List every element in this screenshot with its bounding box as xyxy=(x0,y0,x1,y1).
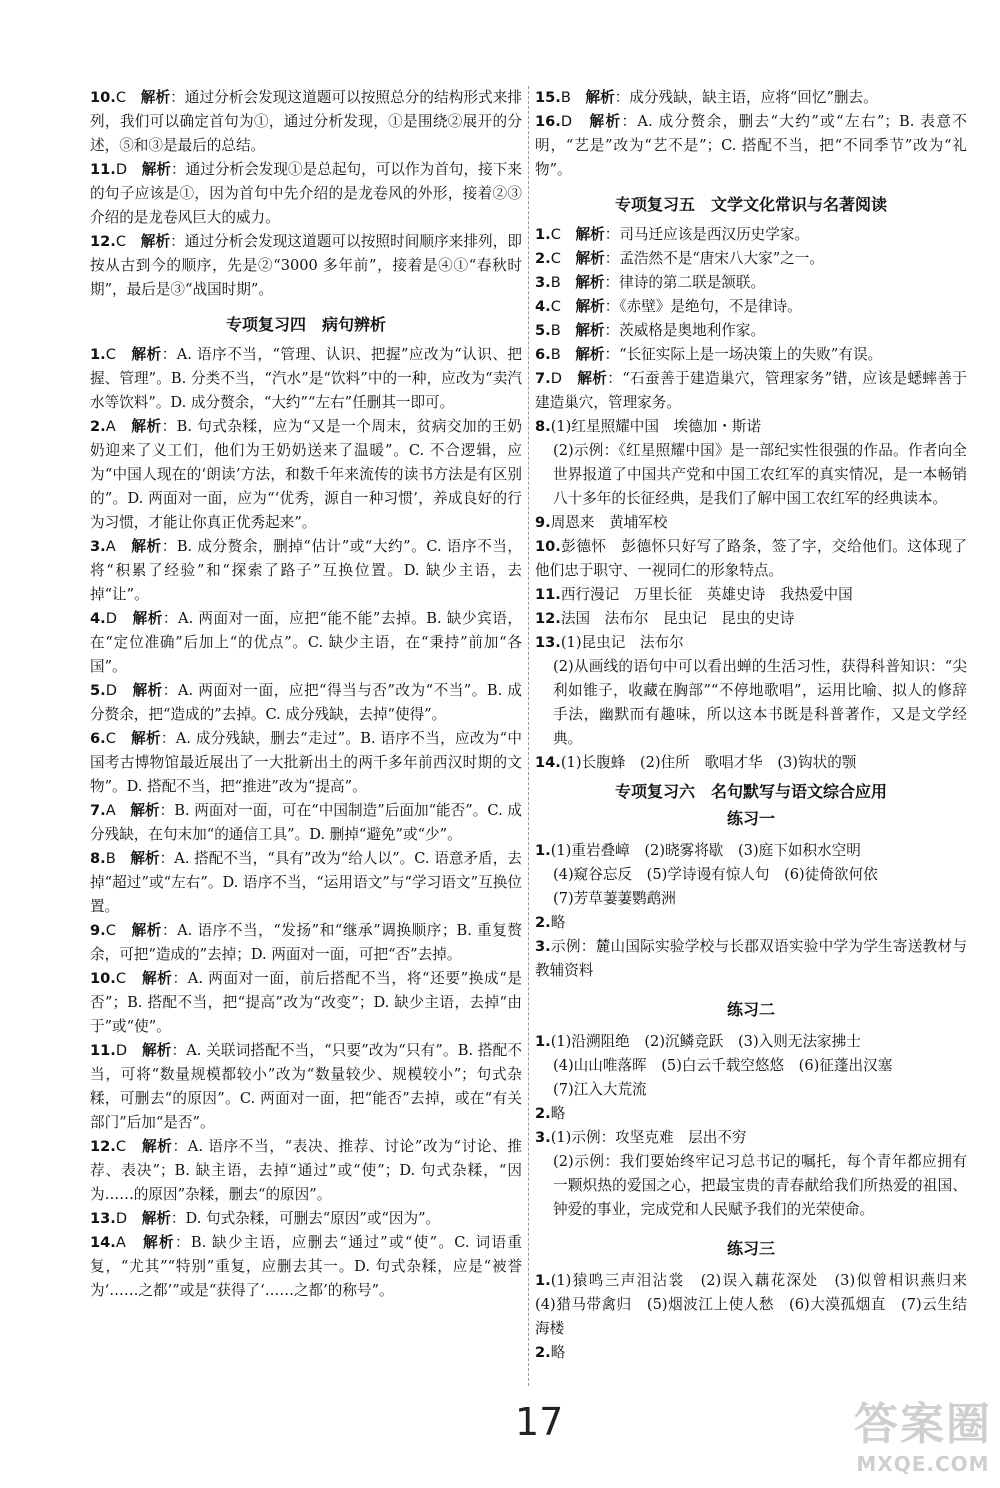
answer-subitem: (2)从画线的语句中可以看出蝉的生活习性，获得科普知识：“尖利如锥子，收藏在胸部”“不停地歌唱”，运用比喻、拟人的修辞手法，幽默而有趣味，所以这本书既是科普著作，又是文学经典。 xyxy=(553,658,967,747)
answer-item: 9.C 解析：A. 语序不当，“发扬”和“继承”调换顺序；B. 重复赘余，可把“造成的”去掉；D. 两面对一面，可把“否”去掉。 xyxy=(90,922,522,963)
answer-item: 16.D 解析：A. 成分赘余，删去“大约”或“左右”；B. 表意不明，“艺是”改为“艺不是”；C. 搭配不当，把“不同季节”改为“礼物”。 xyxy=(535,113,967,178)
answer-item: 2.略 xyxy=(535,1105,566,1122)
answer-item: 1.(1)重岩叠嶂 (2)晓雾将歇 (3)庭下如积水空明 xyxy=(535,842,861,859)
column-divider xyxy=(528,86,529,1386)
answer-item: 14.(1)长腹蜂 (2)住所 歌唱才华 (3)钩状的颚 xyxy=(535,754,857,771)
section-heading: 专项复习六 名句默写与语文综合应用 xyxy=(614,782,887,801)
answer-item: 11.D 解析：A. 关联词搭配不当，“只要”改为“只有”。B. 搭配不当，可将“数量规模都较小”改为“数量较少、规模较小”；句式杂糅，可删去“的原因”。C. 两面对一面，把“能否”去掉，或在“有关部门”后加“是否”。 xyxy=(90,1042,522,1131)
answer-item: 2.A 解析：B. 句式杂糅，应为“又是一个周末，贫病交加的王奶奶迎来了义工们，他们为王奶奶送来了温暖”。C. 不合逻辑，应为“中国人现在的‘朗读’方法，和数千年来流传的读书方法是有区别的”。D. 两面对一面，应为“‘优秀，源自一种习惯’，养成良好的行为习惯，才能让你真正优秀起来”。 xyxy=(90,418,522,531)
answer-item: 2.C 解析：孟浩然不是“唐宋八大家”之一。 xyxy=(535,250,824,267)
answer-item: 2.略 xyxy=(535,1344,566,1361)
answer-item: 1.C 解析：司马迁应该是西汉历史学家。 xyxy=(535,226,810,243)
answer-subitem: (4)山山唯落晖 (5)白云千载空悠悠 (6)征蓬出汉塞 xyxy=(553,1057,893,1074)
answer-item: 8.B 解析：A. 搭配不当，“具有”改为“给人以”。C. 语意矛盾，去掉“超过”或“左右”。D. 语序不当，“运用语文”与“学习语文”互换位置。 xyxy=(90,850,522,915)
exercise-title: 练习一 xyxy=(726,809,775,828)
answer-item: 4.D 解析：A. 两面对一面，应把“能不能”去掉。B. 缺少宾语，在“定位准确”后加上“的优点”。C. 缺少主语，在“秉持”前加“各国”。 xyxy=(90,610,522,675)
answer-subitem: (2)示例：我们要始终牢记习总书记的嘱托，每个青年都应拥有一颗炽热的爱国之心，把最宝贵的青春献给我们所热爱的祖国、钟爱的事业，完成党和人民赋予我们的光荣使命。 xyxy=(553,1153,967,1218)
answer-subitem: (7)芳草萋萋鹦鹉洲 xyxy=(553,890,676,907)
answer-subitem: (2)示例：《红星照耀中国》是一部纪实性很强的作品。作者向全世界报道了中国共产党和中国工农红军的真实情况，是一本畅销八十多年的长征经典，是我们了解中国工农红军的经典读本。 xyxy=(553,442,967,507)
answer-item: 5.B 解析：茨威格是奥地利作家。 xyxy=(535,322,766,339)
answer-item: 10.彭德怀 彭德怀只好写了路条，签了字，交给他们。这体现了他们忠于职守、一视同仁的形象特点。 xyxy=(535,538,967,579)
right-column xyxy=(535,86,982,1365)
answer-item: 11.西行漫记 万里长征 英雄史诗 我热爱中国 xyxy=(535,586,853,603)
answer-item: 9.周恩来 黄埔军校 xyxy=(535,514,668,531)
answer-item: 12.法国 法布尔 昆虫记 昆虫的史诗 xyxy=(535,610,795,627)
answer-item: 3.B 解析：律诗的第二联是颔联。 xyxy=(535,274,766,291)
answer-item: 6.C 解析：A. 成分残缺，删去“走过”。B. 语序不当，应改为“中国考古博物馆最近展出了一大批新出土的两千多年前西汉时期的文物”。D. 搭配不当，把“推进”改为“提高”。 xyxy=(90,730,522,795)
answer-item: 12.C 解析：A. 语序不当，“表决、推荐、讨论”改为“讨论、推荐、表决”；B. 缺主语，去掉“通过”或“使”；D. 句式杂糅，“因为……的原因”杂糅，删去“的原因”。 xyxy=(90,1138,522,1203)
answer-item: 13.(1)昆虫记 法布尔 xyxy=(535,634,684,651)
answer-item: 7.D 解析：“石蚕善于建造巢穴，管理家务”错，应该是蟋蟀善于建造巢穴，管理家务。 xyxy=(535,370,967,411)
answer-item: 10.C 解析：A. 两面对一面，前后搭配不当，将“还要”换成“是否”；B. 搭配不当，把“提高”改为“改变”；D. 缺少主语，去掉“由于”或“使”。 xyxy=(90,970,522,1035)
watermark-logo xyxy=(854,1388,992,1476)
answer-subitem: (4)窥谷忘反 (5)学诗谩有惊人句 (6)徒倚欲何依 xyxy=(553,866,878,883)
section-heading: 专项复习四 病句辨析 xyxy=(225,315,386,334)
answer-item: 14.A 解析：B. 缺少主语，应删去“通过”或“使”。C. 词语重复，“尤其”“特别”重复，应删去其一。D. 句式杂糅，应是“被誉为‘……之都’”或是“获得了‘……之都’的称号”。 xyxy=(90,1234,522,1299)
answer-item: 1.C 解析：A. 语序不当，“管理、认识、把握”应改为“认识、把握、管理”。B. 分类不当，“汽水”是“饮料”中的一种，应改为“卖汽水等饮料”。D. 成分赘余，“大约”“左右”任删其一即可。 xyxy=(90,346,522,411)
page-number: 17 xyxy=(515,1400,564,1444)
answer-item: 5.D 解析：A. 两面对一面，应把“得当与否”改为“不当”。B. 成分赘余，把“造成的”去掉。C. 成分残缺，去掉“使得”。 xyxy=(90,682,522,723)
answer-item: 13.D 解析：D. 句式杂糅，可删去“原因”或“因为”。 xyxy=(90,1210,441,1227)
answer-item: 3.(1)示例：攻坚克难 层出不穷 xyxy=(535,1129,747,1146)
watermark-url: MXQE.COM xyxy=(856,1452,990,1476)
answer-item: 3.A 解析：B. 成分赘余，删掉“估计”或“大约”。C. 语序不当，将“积累了经验”和“探索了路子”互换位置。D. 缺少主语，去掉“让”。 xyxy=(90,538,522,603)
answer-item: 6.B 解析：“长征实际上是一场决策上的失败”有误。 xyxy=(535,346,883,363)
section-heading: 专项复习五 文学文化常识与名著阅读 xyxy=(614,195,887,214)
answer-item: 3.示例：麓山国际实验学校与长郡双语实验中学为学生寄送教材与教辅资料 xyxy=(535,938,967,979)
answer-subitem: (7)江入大荒流 xyxy=(553,1081,647,1098)
answer-item: 2.略 xyxy=(535,914,566,931)
answer-item: 15.B 解析：成分残缺，缺主语，应将“回忆”删去。 xyxy=(535,89,878,106)
left-column xyxy=(90,86,522,1303)
answer-item: 8.(1)红星照耀中国 埃德加・斯诺 xyxy=(535,418,762,435)
answer-item: 1.(1)猿鸣三声泪沾裳 (2)误入藕花深处 (3)似曾相识燕归来 (4)猎马带禽归 (5)烟波江上使人愁 (6)大漠孤烟直 (7)云生结海楼 xyxy=(535,1272,982,1337)
answer-item: 11.D 解析：通过分析会发现①是总起句，可以作为首句，接下来的句子应该是①，因为首句中先介绍的是龙卷风的外形，接着②③介绍的是龙卷风巨大的威力。 xyxy=(90,161,522,226)
exercise-title: 练习三 xyxy=(726,1239,775,1258)
exercise-title: 练习二 xyxy=(726,1000,775,1019)
answer-item: 4.C 解析：《赤壁》是绝句，不是律诗。 xyxy=(535,298,802,315)
answer-item: 7.A 解析：B. 两面对一面，可在“中国制造”后面加“能否”。C. 成分残缺，在句末加“的通信工具”。D. 删掉“避免”或“少”。 xyxy=(90,802,522,843)
watermark-text: 答案圈 xyxy=(854,1399,992,1450)
answer-item: 10.C 解析：通过分析会发现这道题可以按照总分的结构形式来排列，我们可以确定首句为①，通过分析发现，①是围绕②展开的分述，⑤和③是最后的总结。 xyxy=(90,89,522,154)
answer-item: 12.C 解析：通过分析会发现这道题可以按照时间顺序来排列，即按从古到今的顺序，先是②“3000 多年前”，接着是④①“春秋时期”，最后是③“战国时期”。 xyxy=(90,233,522,298)
answer-item: 1.(1)沿溯阻绝 (2)沉鳞竞跃 (3)入则无法家拂士 xyxy=(535,1033,861,1050)
